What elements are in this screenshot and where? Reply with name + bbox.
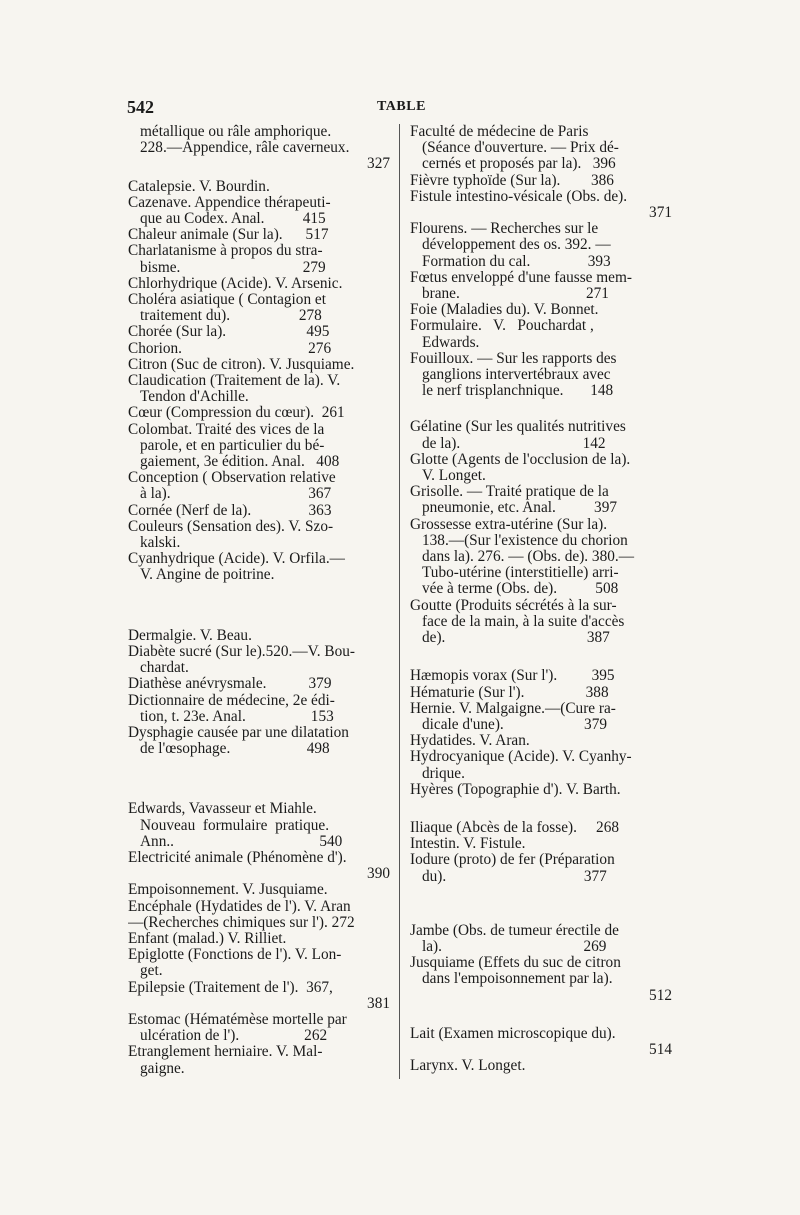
index-entry: [410, 733, 672, 749]
index-entry-line: Tubo-utérine (interstitielle) arri-: [422, 565, 619, 582]
index-entry-line: 390: [367, 866, 390, 883]
index-entry-line: Epilepsie (Traitement de l'). 367,: [128, 979, 333, 996]
index-entry-line: Grisolle. — Traité pratique de la: [410, 484, 609, 501]
index-entry-line: Iodure (proto) de fer (Préparation: [410, 852, 615, 869]
index-entry: [128, 1044, 390, 1076]
index-entry-line: Fièvre typhoïde (Sur la). 386: [410, 172, 614, 189]
index-entry-line: Iliaque (Abcès de la fosse). 268: [410, 819, 619, 836]
index-entry-line: Flourens. — Recherches sur le: [410, 221, 599, 238]
index-entry: [128, 644, 390, 676]
index-column-left: [128, 124, 390, 1077]
index-entry-line: Dysphagie causée par une dilatation: [128, 724, 349, 741]
index-entry-line: Glotte (Agents de l'occlusion de la).: [410, 451, 631, 468]
index-entry-line: que au Codex. Anal. 415: [140, 211, 326, 228]
index-entry-line: Charlatanisme à propos du stra-: [128, 243, 323, 260]
index-entry-line: Choléra asiatique ( Contagion et: [128, 292, 326, 309]
index-entry-line: kalski.: [140, 535, 181, 552]
index-entry: [128, 124, 390, 173]
index-entry-line: cernés et proposés par la). 396: [422, 156, 616, 173]
index-entry-line: Hernie. V. Malgaigne.—(Cure ra-: [410, 700, 616, 717]
index-entry-line: Ann.. 540: [140, 833, 343, 850]
index-entry-line: Nouveau formulaire pratique.: [140, 817, 330, 834]
index-entry-line: Encéphale (Hydatides de l'). V. Aran: [128, 898, 351, 915]
index-entry-line: du). 377: [422, 868, 607, 885]
index-entry-line: Goutte (Produits sécrétés à la sur-: [410, 597, 617, 614]
index-entry-line: V. Angine de poitrine.: [140, 567, 275, 584]
index-entry-line: tion, t. 23e. Anal. 153: [140, 708, 334, 725]
index-entry: [128, 324, 390, 340]
index-entry: [128, 980, 390, 1012]
index-entry-line: ulcération de l'). 262: [140, 1028, 328, 1045]
index-entry: [128, 725, 390, 757]
index-entry: [128, 947, 390, 979]
running-title: TABLE: [377, 99, 426, 114]
index-entry-line: Catalepsie. V. Bourdin.: [128, 178, 270, 195]
index-entry-line: Cazenave. Appendice thérapeuti-: [128, 194, 331, 211]
index-entry-line: Electricité animale (Phénomène d').: [128, 849, 347, 866]
index-entry-line: Dictionnaire de médecine, 2e édi-: [128, 692, 335, 709]
index-entry-line: Citron (Suc de citron). V. Jusquiame.: [128, 356, 355, 373]
index-entry-line: bisme. 279: [140, 259, 326, 276]
index-entry-line: Couleurs (Sensation des). V. Szo-: [128, 518, 334, 535]
index-entry-line: Conception ( Observation relative: [128, 470, 336, 487]
index-entry-line: le nerf trisplanchnique. 148: [422, 383, 614, 400]
index-entry: [410, 701, 672, 733]
index-entry-line: Cornée (Nerf de la). 363: [128, 502, 332, 519]
index-entry-line: 138.—(Sur l'existence du chorion: [422, 532, 628, 549]
index-entry: [410, 484, 672, 516]
index-entry-line: dans la). 276. — (Obs. de). 380.—: [422, 549, 634, 566]
index-entry: [128, 503, 390, 519]
index-entry-line: drique.: [422, 765, 465, 782]
index-entry-line: gaigne.: [140, 1060, 185, 1077]
index-entry: [410, 189, 672, 221]
index-entry-line: Jambe (Obs. de tumeur érectile de: [410, 922, 619, 939]
index-entry-line: Grossesse extra-utérine (Sur la).: [410, 516, 608, 533]
index-entry-line: à la). 367: [140, 486, 332, 503]
index-entry-line: Dermalgie. V. Beau.: [128, 627, 252, 644]
index-entry-line: parole, et en particulier du bé-: [140, 437, 325, 454]
index-entry-line: dans l'empoisonnement par la).: [422, 971, 613, 988]
section-gap: [128, 584, 390, 628]
index-entry: [128, 179, 390, 195]
index-entry-line: (Séance d'ouverture. — Prix dé-: [422, 140, 619, 157]
index-entry-line: Epiglotte (Fonctions de l'). V. Lon-: [128, 947, 342, 964]
index-entry-line: Edwards.: [422, 334, 480, 351]
index-entry-line: 228.—Appendice, râle caverneux.: [140, 140, 350, 157]
index-entry: [128, 243, 390, 275]
index-entry: [128, 801, 390, 850]
index-entry-line: métallique ou râle amphorique.: [140, 124, 332, 140]
index-entry: [128, 899, 390, 931]
index-entry: [410, 221, 672, 270]
index-entry: [128, 931, 390, 947]
index-entry: [410, 318, 672, 350]
index-entry-line: pneumonie, etc. Anal. 397: [422, 500, 617, 517]
index-entry-line: Chorion. 276: [128, 340, 332, 357]
index-entry-line: Intestin. V. Fistule.: [410, 836, 526, 853]
index-entry-line: gaiement, 3e édition. Anal. 408: [140, 454, 340, 471]
index-entry-line: —(Recherches chimiques sur l'). 272: [128, 914, 355, 931]
section-gap: [410, 1004, 672, 1026]
index-entry-line: Fouilloux. — Sur les rapports des: [410, 350, 617, 367]
index-entry: [410, 668, 672, 684]
index-entry-line: dicale d'une). 379: [422, 716, 608, 733]
section-gap: [410, 646, 672, 668]
index-entry: [128, 676, 390, 692]
index-entry-line: développement des os. 392. —: [422, 237, 611, 254]
index-entry-line: Faculté de médecine de Paris: [410, 124, 589, 140]
index-entry-line: Edwards, Vavasseur et Miahle.: [128, 801, 317, 818]
section-gap: [410, 798, 672, 820]
index-entry-line: 371: [649, 205, 672, 222]
index-entry-line: Foie (Maladies du). V. Bonnet.: [410, 302, 599, 319]
index-entry-line: Empoisonnement. V. Jusquiame.: [128, 882, 328, 899]
index-entry-line: ganglions intervertébraux avec: [422, 367, 611, 384]
index-entry-line: Hydrocyanique (Acide). V. Cyanhy-: [410, 749, 632, 766]
section-gap: [410, 399, 672, 419]
index-entry: [410, 749, 672, 781]
section-gap: [128, 757, 390, 801]
index-entry-line: Estomac (Hématémèse mortelle par: [128, 1011, 347, 1028]
index-entry-line: la). 269: [422, 938, 607, 955]
index-entry: [128, 882, 390, 898]
index-entry: [128, 628, 390, 644]
index-entry-line: vée à terme (Obs. de). 508: [422, 581, 619, 598]
index-entry: [410, 1026, 672, 1058]
index-entry-line: de l'œsophage. 498: [140, 741, 330, 758]
index-entry: [410, 820, 672, 836]
index-entry-line: Chaleur animale (Sur la). 517: [128, 227, 329, 244]
index-entry-line: traitement du). 278: [140, 308, 322, 325]
index-entry-line: Hyères (Topographie d'). V. Barth.: [410, 781, 621, 798]
index-entry-line: brane. 271: [422, 286, 609, 303]
index-entry-line: Etranglement herniaire. V. Mal-: [128, 1044, 323, 1061]
index-entry-line: de). 387: [422, 630, 610, 647]
index-entry: [128, 227, 390, 243]
index-entry-line: chardat.: [140, 660, 189, 677]
index-entry: [410, 955, 672, 1004]
index-entry-line: 327: [367, 156, 390, 173]
index-entry-line: Lait (Examen microscopique du).: [410, 1025, 616, 1042]
index-entry: [410, 923, 672, 955]
section-gap: [410, 885, 672, 923]
index-entry-line: Fœtus enveloppé d'une fausse mem-: [410, 269, 632, 286]
index-entry-line: face de la main, à la suite d'accès: [422, 613, 625, 630]
index-entry-line: Formulaire. V. Pouchardat ,: [410, 318, 594, 335]
index-entry-line: Chlorhydrique (Acide). V. Arsenic.: [128, 275, 343, 292]
index-entry-line: 512: [649, 987, 672, 1004]
index-entry: [128, 292, 390, 324]
index-entry: [128, 470, 390, 502]
index-entry: [128, 551, 390, 583]
index-entry-line: Enfant (malad.) V. Rilliet.: [128, 930, 287, 947]
index-entry: [410, 685, 672, 701]
index-entry: [128, 519, 390, 551]
page-header: [0, 97, 800, 121]
index-entry-line: Cyanhydrique (Acide). V. Orfila.—: [128, 551, 345, 568]
index-entry: [128, 422, 390, 471]
index-entry: [128, 276, 390, 292]
index-entry: [128, 341, 390, 357]
index-entry-line: Jusquiame (Effets du suc de citron: [410, 955, 621, 972]
index-entry-line: Diathèse anévrysmale. 379: [128, 676, 332, 693]
index-entry: [128, 373, 390, 405]
index-entry: [410, 1058, 672, 1074]
index-entry-line: de la). 142: [422, 435, 606, 452]
index-entry-line: Hydatides. V. Aran.: [410, 733, 530, 750]
index-entry-line: Diabète sucré (Sur le).520.—V. Bou-: [128, 643, 355, 660]
index-entry: [128, 693, 390, 725]
index-entry: [128, 357, 390, 373]
index-entry: [128, 195, 390, 227]
index-entry: [410, 270, 672, 302]
page-number: 542: [127, 97, 154, 117]
column-divider: [399, 124, 400, 1079]
index-entry-line: Chorée (Sur la). 495: [128, 324, 330, 341]
index-entry-line: get.: [140, 963, 163, 980]
index-entry: [410, 517, 672, 598]
index-entry-line: Formation du cal. 393: [422, 253, 611, 270]
index-entry-line: Larynx. V. Longet.: [410, 1058, 526, 1075]
index-entry: [410, 782, 672, 798]
index-entry: [410, 302, 672, 318]
index-entry: [128, 1012, 390, 1044]
index-entry: [410, 598, 672, 647]
index-entry: [410, 452, 672, 484]
index-entry-line: 514: [649, 1041, 672, 1058]
index-entry-line: Fistule intestino-vésicale (Obs. de).: [410, 188, 628, 205]
index-entry: [410, 124, 672, 173]
index-entry-line: Colombat. Traité des vices de la: [128, 421, 325, 438]
index-entry: [128, 850, 390, 882]
index-entry-line: Claudication (Traitement de la). V.: [128, 373, 341, 390]
index-entry: [410, 173, 672, 189]
index-entry: [410, 836, 672, 852]
index-column-right: [410, 124, 672, 1074]
index-entry: [410, 852, 672, 884]
index-entry: [128, 405, 390, 421]
index-entry-line: Tendon d'Achille.: [140, 389, 249, 406]
index-entry-line: Hæmopis vorax (Sur l'). 395: [410, 668, 615, 685]
index-entry: [410, 351, 672, 400]
index-entry-line: Hématurie (Sur l'). 388: [410, 684, 609, 701]
index-entry-line: Cœur (Compression du cœur). 261: [128, 405, 345, 422]
index-entry-line: Gélatine (Sur les qualités nutritives: [410, 419, 626, 436]
index-entry: [410, 419, 672, 451]
index-entry-line: 381: [367, 995, 390, 1012]
index-entry-line: V. Longet.: [422, 468, 486, 485]
